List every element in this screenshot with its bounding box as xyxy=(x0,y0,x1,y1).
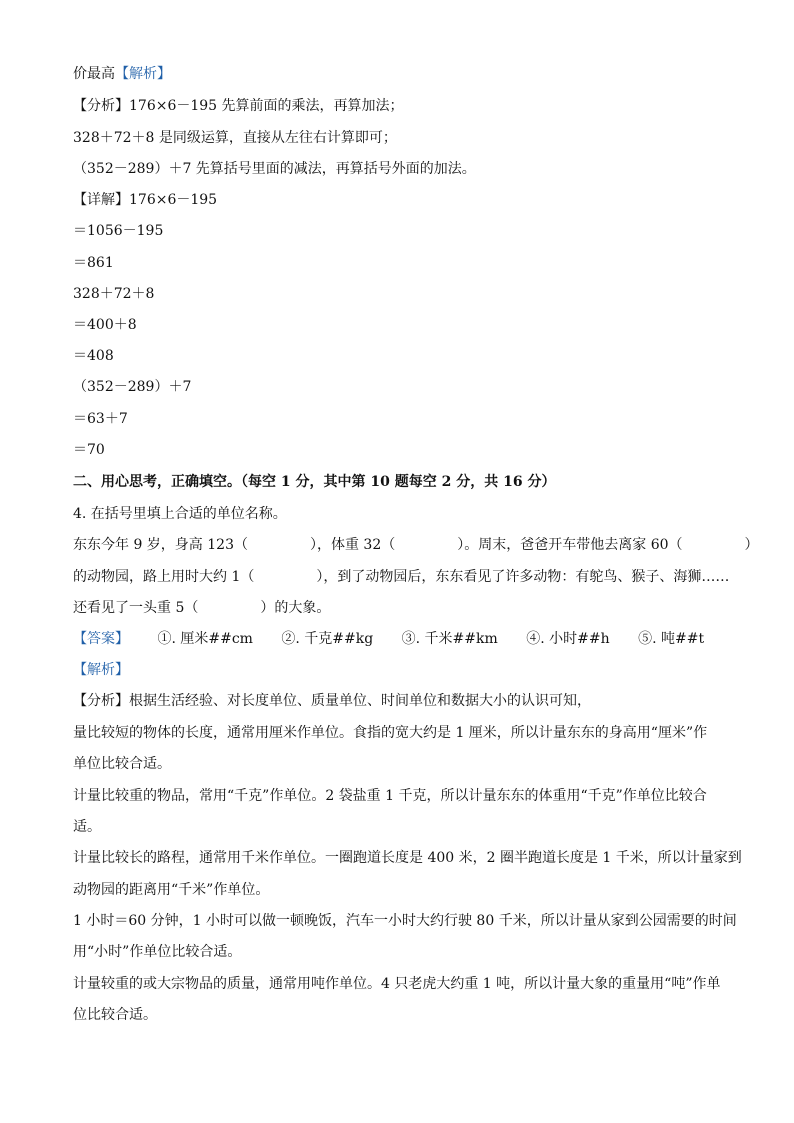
analysis-line-2: 328＋72＋8 是同级运算，直接从左往右计算即可； xyxy=(73,130,397,146)
section-title: 二、用心思考，正确填空。（每空 1 分，其中第 10 题每空 2 分，共 16 分） xyxy=(73,474,556,490)
question-title: 4. 在括号里填上合适的单位名称。 xyxy=(73,506,287,522)
detail-line-7: （352－289）＋7 xyxy=(73,379,192,395)
analysis-tag: 【分析】 xyxy=(73,98,129,114)
answer-item-1: ①. 厘米##cm xyxy=(157,631,253,647)
detail-line-8: ＝63＋7 xyxy=(73,411,128,427)
analysis2-line-3: 单位比较合适。 xyxy=(73,756,171,772)
answer-line xyxy=(73,629,733,649)
top-line: 价最高【解析】 xyxy=(73,66,171,82)
question-line-3: 还看见了一头重 5（ ）的大象。 xyxy=(73,600,331,616)
question-line-2: 的动物园，路上用时大约 1（ ），到了动物园后，东东看见了许多动物：有鸵鸟、猴子、海狮…… xyxy=(73,569,730,585)
analysis-line-1: 【分析】176×6－195 先算前面的乘法，再算加法； xyxy=(73,98,404,114)
analysis2-line-1: 【分析】根据生活经验、对长度单位、质量单位、时间单位和数据大小的认识可知， xyxy=(73,693,591,709)
detail-tag: 【详解】 xyxy=(73,192,129,208)
analysis2-line-7: 动物园的距离用“千米”作单位。 xyxy=(73,882,270,898)
analysis2-line-9: 用“小时”作单位比较合适。 xyxy=(73,944,242,960)
answer-tag: 【答案】 xyxy=(73,631,129,647)
detail-line-4: 328＋72＋8 xyxy=(73,286,155,302)
analysis2-line-10: 计量较重的或大宗物品的质量，通常用吨作单位。4 只老虎大约重 1 吨，所以计量大象的重量用“吨”作单 xyxy=(73,976,721,992)
analysis2-line-11: 位比较合适。 xyxy=(73,1007,157,1023)
analysis2-line-2: 量比较短的物体的长度，通常用厘米作单位。食指的宽大约是 1 厘米，所以计量东东的身高用“厘米”作 xyxy=(73,725,708,741)
detail-line-9: ＝70 xyxy=(73,442,105,458)
answer-item-2: ②. 千克##kg xyxy=(281,631,374,647)
answer-item-5: ⑤. 吨##t xyxy=(638,631,705,647)
detail-line-1: 【详解】176×6－195 xyxy=(73,192,218,208)
analysis-tag: 【解析】 xyxy=(115,66,171,82)
detail-line-5: ＝400＋8 xyxy=(73,317,137,333)
question-line-1: 东东今年 9 岁，身高 123（ ），体重 32（ ）。周末，爸爸开车带他去离家 60（ ） xyxy=(73,537,759,553)
detail-line-2: ＝1056－195 xyxy=(73,223,164,239)
answer-item-4: ④. 小时##h xyxy=(526,631,610,647)
detail-line-3: ＝861 xyxy=(73,255,114,271)
analysis2-line-6: 计量比较长的路程，通常用千米作单位。一圈跑道长度是 400 米，2 圈半跑道长度是 1 千米，所以计量家到 xyxy=(73,850,742,866)
explanation-tag: 【解析】 xyxy=(73,662,129,678)
detail-line-6: ＝408 xyxy=(73,348,114,364)
analysis2-line-4: 计量比较重的物品，常用“千克”作单位。2 袋盐重 1 千克，所以计量东东的体重用“千克”作单位比较合 xyxy=(73,788,707,804)
analysis2-line-8: 1 小时＝60 分钟，1 小时可以做一顿晚饭，汽车一小时大约行驶 80 千米，所以计量从家到公园需要的时间 xyxy=(73,913,737,929)
answer-item-3: ③. 千米##km xyxy=(401,631,498,647)
analysis2-line-5: 适。 xyxy=(73,819,101,835)
analysis2-tag: 【分析】 xyxy=(73,693,129,709)
analysis-line-3: （352－289）＋7 先算括号里面的减法，再算括号外面的加法。 xyxy=(73,161,476,177)
